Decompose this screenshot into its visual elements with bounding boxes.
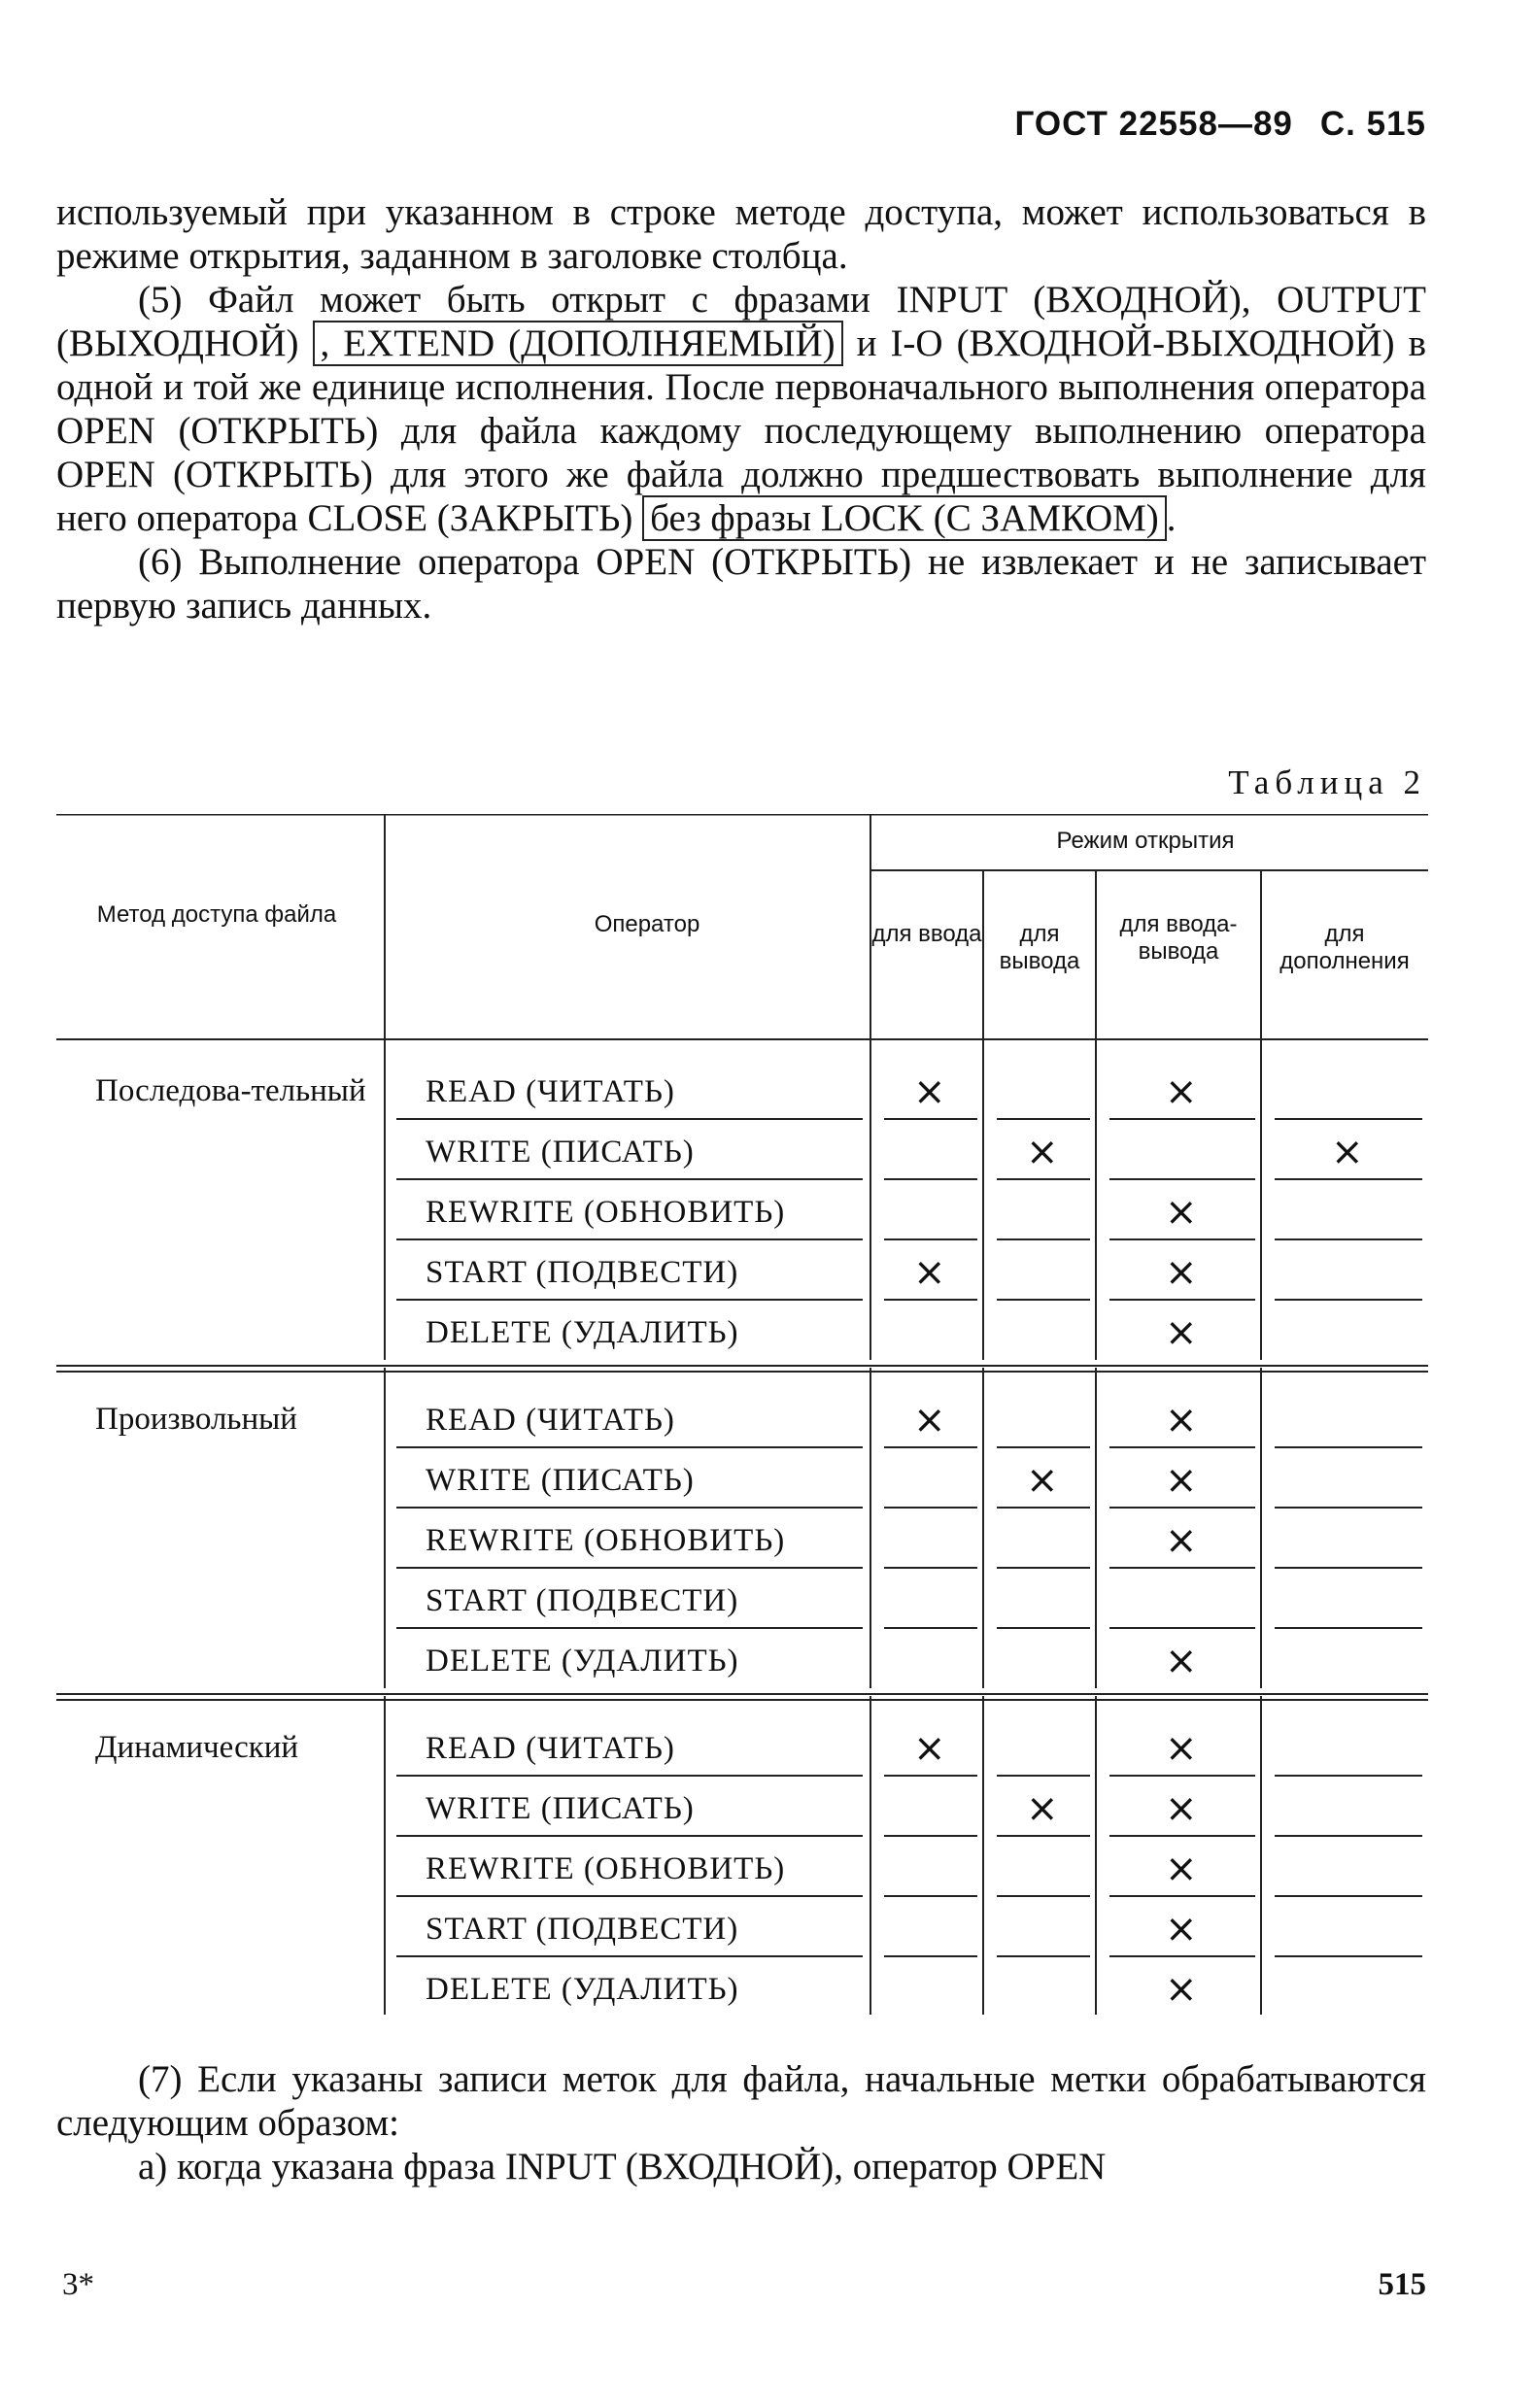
mark-x: × bbox=[1165, 1786, 1198, 1831]
mark-x: × bbox=[913, 1069, 946, 1114]
paragraph-5-middle: и I-O (ВХОДНОЙ-ВЫХОДНОЙ) в одной и той же единице исполнения. После первоначального выполнения оператора OPEN (ОТКРЫТЬ) для файла каждому последующему выполнению оператора OPEN (ОТКРЫТЬ) для этого же файла должно предшествовать выполнение для него оператора CLOSE (ЗАКРЫТЬ) bbox=[56, 322, 1426, 539]
operator-label: DELETE (УДАЛИТЬ) bbox=[426, 1972, 739, 2007]
mark-x: × bbox=[913, 1398, 946, 1442]
header-open-mode: Режим открытия bbox=[1056, 828, 1235, 854]
operator-label: WRITE (ПИСАТЬ) bbox=[426, 1135, 695, 1170]
operator-label: DELETE (УДАЛИТЬ) bbox=[426, 1644, 739, 1679]
page-header bbox=[1015, 105, 1427, 144]
mark-x: × bbox=[1165, 1518, 1198, 1563]
operator-label: REWRITE (ОБНОВИТЬ) bbox=[426, 1851, 786, 1886]
mark-x: × bbox=[1026, 1130, 1059, 1174]
mark-x: × bbox=[1165, 1907, 1198, 1951]
operator-label: READ (ЧИТАТЬ) bbox=[426, 1731, 675, 1766]
access-method-label: Динамический bbox=[95, 1730, 299, 1765]
paragraph-7: (7) Если указаны записи меток для файла, начальные метки обрабатываются следующим образом: bbox=[56, 2058, 1426, 2144]
mark-x: × bbox=[1026, 1786, 1059, 1831]
operator-label: WRITE (ПИСАТЬ) bbox=[426, 1463, 695, 1498]
operator-label: WRITE (ПИСАТЬ) bbox=[426, 1791, 695, 1826]
operator-label: READ (ЧИТАТЬ) bbox=[426, 1403, 675, 1438]
paragraph-6: (6) Выполнение оператора OPEN (ОТКРЫТЬ) не извлекает и не записывает первую запись данных. bbox=[56, 541, 1426, 627]
mark-x: × bbox=[1165, 1250, 1198, 1295]
mark-x: × bbox=[1165, 1847, 1198, 1891]
paragraph-continuation: используемый при указанном в строке методе доступа, может использоваться в режиме открытия, заданном в заголовке столбца. bbox=[56, 191, 1426, 277]
operator-label: START (ПОДВЕСТИ) bbox=[426, 1255, 739, 1290]
mark-x: × bbox=[913, 1726, 946, 1771]
header-mode-input: для ввода bbox=[871, 921, 982, 947]
header-page-number: С. 515 bbox=[1319, 105, 1426, 143]
operator-label: REWRITE (ОБНОВИТЬ) bbox=[426, 1523, 786, 1558]
operator-label: READ (ЧИТАТЬ) bbox=[426, 1074, 675, 1109]
header-mode-output: для вывода bbox=[999, 921, 1080, 974]
access-method-label: Произвольный bbox=[95, 1402, 297, 1437]
mark-x: × bbox=[1165, 1310, 1198, 1355]
standard-number: ГОСТ 22558—89 bbox=[1014, 105, 1293, 143]
mark-x: × bbox=[1026, 1458, 1059, 1503]
operator-label: REWRITE (ОБНОВИТЬ) bbox=[426, 1195, 786, 1230]
mark-x: × bbox=[1165, 1458, 1198, 1503]
boxed-extend-phrase: , EXTEND (ДОПОЛНЯЕМЫЙ) bbox=[313, 321, 843, 366]
table-caption: Таблица 2 bbox=[1228, 763, 1426, 801]
mark-x: × bbox=[913, 1250, 946, 1295]
mark-x: × bbox=[1165, 1639, 1198, 1683]
footer-page-number: 515 bbox=[1378, 2267, 1426, 2302]
header-mode-io: для ввода-вывода bbox=[1119, 911, 1238, 965]
boxed-lock-phrase: без фразы LOCK (С ЗАМКОМ) bbox=[642, 495, 1167, 541]
mark-x: × bbox=[1165, 1190, 1198, 1235]
body-text bbox=[56, 190, 1426, 627]
paragraph-7a: а) когда указана фраза INPUT (ВХОДНОЙ), оператор OPEN bbox=[138, 2146, 1107, 2188]
paragraph-5-end: . bbox=[1166, 497, 1177, 539]
operator-label: START (ПОДВЕСТИ) bbox=[426, 1912, 739, 1947]
paragraph-5 bbox=[56, 279, 1426, 541]
mark-x: × bbox=[1331, 1130, 1364, 1174]
header-operator: Оператор bbox=[594, 911, 700, 937]
access-method-label: Последова-тельный bbox=[95, 1073, 366, 1108]
operator-label: DELETE (УДАЛИТЬ) bbox=[426, 1315, 739, 1350]
mark-x: × bbox=[1165, 1967, 1198, 2012]
mark-x: × bbox=[1165, 1398, 1198, 1442]
mark-x: × bbox=[1165, 1726, 1198, 1771]
footer-signature: 3* bbox=[62, 2267, 94, 2302]
paragraph-5-start: (5) Файл может быть открыт с фразами INPUT (ВХОДНОЙ), OUTPUT (ВЫХОДНОЙ) bbox=[56, 279, 1426, 364]
operator-label: START (ПОДВЕСТИ) bbox=[426, 1583, 739, 1618]
access-mode-table bbox=[56, 814, 1428, 2015]
after-table-text bbox=[56, 2057, 1426, 2188]
header-mode-extend: для дополнения bbox=[1279, 921, 1410, 974]
header-method: Метод доступа файла bbox=[96, 901, 337, 928]
mark-x: × bbox=[1165, 1069, 1198, 1114]
